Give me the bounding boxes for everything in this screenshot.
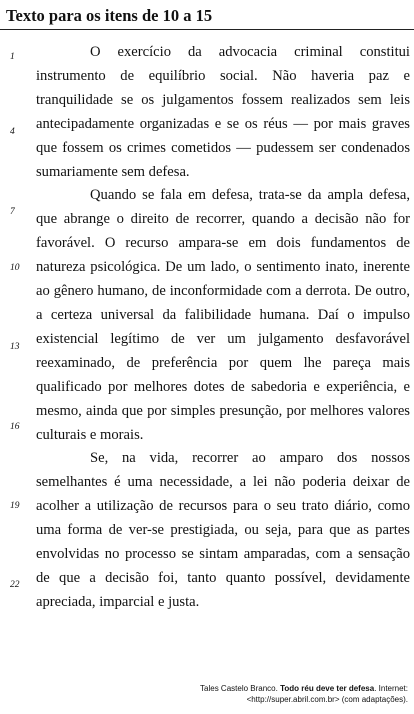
line-number: 10 <box>10 263 20 273</box>
source-title: Todo réu deve ter defesa <box>280 684 375 693</box>
line-number: 7 <box>10 207 15 217</box>
line-number: 1 <box>10 52 15 62</box>
passage-text <box>36 41 410 615</box>
source-note: (com adaptações). <box>341 695 408 704</box>
line-number: 16 <box>10 422 20 432</box>
section-heading: Texto para os itens de 10 a 15 <box>6 6 213 25</box>
line-number: 4 <box>10 127 15 137</box>
paragraph: Se, na vida, recorrer ao amparo dos nossos semelhantes é uma necessidade, a lei não poderia deixar de acolher a utilização de recursos para o seu trato diário, como uma forma de ver-se prestigiada, ou seja, para que as partes envolvidas no processo se sintam amparadas, com a sensação de que a decisão foi, tanto quanto possível, devidamente apreciada, imparcial e justa. <box>36 450 410 610</box>
paragraph: O exercício da advocacia criminal constitui instrumento de equilíbrio social. Não haveria paz e tranquilidade se os julgamentos fossem realizados sem leis antecipadamente organizadas e se os réus — por mais graves que fossem os crimes cometidos — pudessem ser condenados sumariamente sem defesa. <box>36 44 410 180</box>
source-url: <http://super.abril.com.br> <box>246 695 340 704</box>
line-number: 13 <box>10 342 20 352</box>
line-number: 19 <box>10 501 20 511</box>
source-internet-label: . Internet: <box>374 684 408 693</box>
line-number: 22 <box>10 580 20 590</box>
heading-divider <box>0 29 414 30</box>
source-citation <box>168 683 408 705</box>
source-author: Tales Castelo Branco. <box>200 684 278 693</box>
paragraph: Quando se fala em defesa, trata-se da ampla defesa, que abrange o direito de recorrer, quando a decisão não for favorável. O recurso ampara-se em dois fundamentos de natureza psicológica. De um lado, o sentimento inato, inerente ao gênero humano, de inconformidade com a derrota. De outro, a certeza universal da falibilidade humana. Daí o impulso existencial legítimo de ver um julgamento desfavorável reexaminado, de preferência por quem lhe pareça mais qualificado por melhores dotes de sabedoria e experiência, e mesmo, ainda que por simples presunção, por melhores valores culturais e morais. <box>36 187 410 443</box>
